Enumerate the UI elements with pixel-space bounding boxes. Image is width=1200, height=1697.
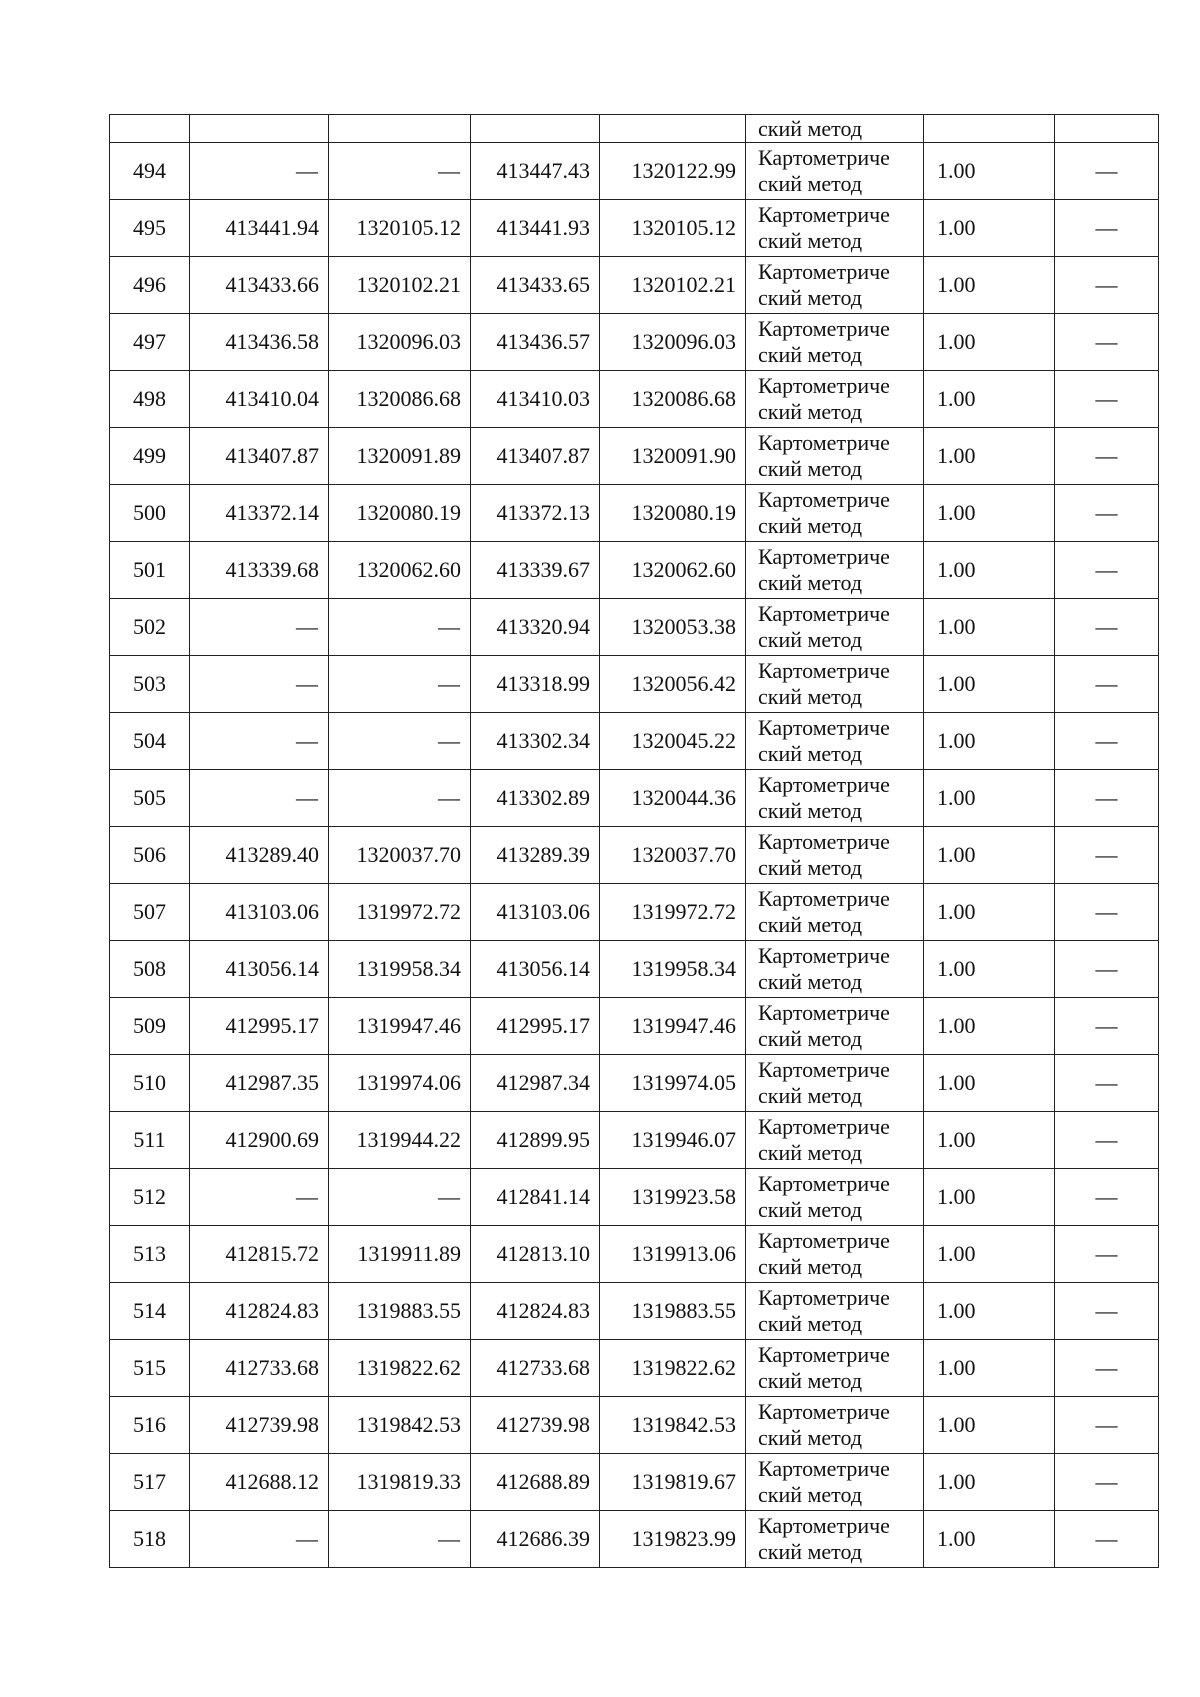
method-line-2: ский метод — [758, 912, 863, 937]
cell-x-refined: 413436.57 — [471, 314, 600, 371]
method-line-2: ский метод — [758, 399, 863, 424]
method-line-2: ский метод — [758, 1368, 863, 1393]
cell-empty — [110, 115, 190, 143]
cell-y-existing: 1319822.62 — [329, 1340, 471, 1397]
cell-point-number: 508 — [110, 941, 190, 998]
cell-x-refined: 412733.68 — [471, 1340, 600, 1397]
cell-accuracy: 1.00 — [924, 827, 1055, 884]
cell-y-existing: 1320037.70 — [329, 827, 471, 884]
cell-x-refined: 412686.39 — [471, 1511, 600, 1568]
cell-x-refined: 412813.10 — [471, 1226, 600, 1283]
table-row — [110, 656, 1159, 713]
method-line-2: ский метод — [758, 285, 863, 310]
cell-method — [746, 884, 924, 941]
cell-accuracy: 1.00 — [924, 599, 1055, 656]
method-line-1: Картометриче — [758, 943, 890, 968]
cell-method — [746, 1397, 924, 1454]
cell-x-existing: 413433.66 — [190, 257, 329, 314]
method-line-1: Картометриче — [758, 202, 890, 227]
cell-x-refined: 413302.34 — [471, 713, 600, 770]
cell-description: — — [1055, 884, 1159, 941]
cell-y-existing: 1320080.19 — [329, 485, 471, 542]
cell-x-existing: — — [190, 143, 329, 200]
cell-y-existing: 1320102.21 — [329, 257, 471, 314]
method-line-1: Картометриче — [758, 1114, 890, 1139]
cell-x-existing: 412995.17 — [190, 998, 329, 1055]
cell-y-refined: 1319923.58 — [600, 1169, 746, 1226]
cell-method — [746, 428, 924, 485]
table-row — [110, 884, 1159, 941]
cell-y-refined: 1319946.07 — [600, 1112, 746, 1169]
cell-method — [746, 1454, 924, 1511]
method-line-2: ский метод — [758, 513, 863, 538]
cell-description: — — [1055, 257, 1159, 314]
method-line-2: ский метод — [758, 1425, 863, 1450]
table-row — [110, 1112, 1159, 1169]
cell-y-existing: 1320086.68 — [329, 371, 471, 428]
cell-method — [746, 1112, 924, 1169]
cell-empty — [329, 115, 471, 143]
cell-description: — — [1055, 713, 1159, 770]
cell-y-refined: 1319958.34 — [600, 941, 746, 998]
cell-x-refined: 413447.43 — [471, 143, 600, 200]
cell-method — [746, 998, 924, 1055]
cell-y-existing: 1319911.89 — [329, 1226, 471, 1283]
method-line-1: Картометриче — [758, 829, 890, 854]
method-line-2: ский метод — [758, 1254, 863, 1279]
table-row — [110, 713, 1159, 770]
cell-x-refined: 413103.06 — [471, 884, 600, 941]
cell-accuracy: 1.00 — [924, 998, 1055, 1055]
cell-description: — — [1055, 1511, 1159, 1568]
cell-method — [746, 1511, 924, 1568]
cell-point-number: 504 — [110, 713, 190, 770]
table-row — [110, 257, 1159, 314]
cell-description: — — [1055, 1454, 1159, 1511]
cell-accuracy: 1.00 — [924, 1226, 1055, 1283]
cell-empty — [1055, 115, 1159, 143]
cell-accuracy: 1.00 — [924, 1283, 1055, 1340]
cell-accuracy: 1.00 — [924, 371, 1055, 428]
table-row — [110, 1340, 1159, 1397]
cell-x-existing: 413372.14 — [190, 485, 329, 542]
cell-accuracy: 1.00 — [924, 770, 1055, 827]
table-row — [110, 1397, 1159, 1454]
cell-point-number: 518 — [110, 1511, 190, 1568]
method-line-1: Картометриче — [758, 487, 890, 512]
method-line-2: ский метод — [758, 855, 863, 880]
cell-y-refined: 1320102.21 — [600, 257, 746, 314]
method-line-1: Картометриче — [758, 772, 890, 797]
cell-method — [746, 599, 924, 656]
continuation-row — [110, 115, 1159, 143]
cell-description: — — [1055, 314, 1159, 371]
cell-method-continued — [746, 115, 924, 143]
cell-y-refined: 1320091.90 — [600, 428, 746, 485]
table-body — [110, 115, 1159, 1568]
method-line-2: ский метод — [758, 684, 863, 709]
cell-description: — — [1055, 428, 1159, 485]
cell-accuracy: 1.00 — [924, 200, 1055, 257]
method-line-1: Картометриче — [758, 430, 890, 455]
cell-y-existing: 1319883.55 — [329, 1283, 471, 1340]
cell-description: — — [1055, 827, 1159, 884]
cell-x-existing: — — [190, 713, 329, 770]
cell-y-existing: 1319819.33 — [329, 1454, 471, 1511]
cell-accuracy: 1.00 — [924, 656, 1055, 713]
cell-method — [746, 1169, 924, 1226]
cell-point-number: 507 — [110, 884, 190, 941]
method-line-1: Картометриче — [758, 259, 890, 284]
cell-x-existing: — — [190, 770, 329, 827]
cell-point-number: 509 — [110, 998, 190, 1055]
cell-x-refined: 413056.14 — [471, 941, 600, 998]
cell-y-existing: 1320062.60 — [329, 542, 471, 599]
cell-point-number: 495 — [110, 200, 190, 257]
cell-y-existing: 1320091.89 — [329, 428, 471, 485]
cell-accuracy: 1.00 — [924, 941, 1055, 998]
method-line-1: Картометриче — [758, 1513, 890, 1538]
method-line-2: ский метод — [758, 171, 863, 196]
cell-point-number: 516 — [110, 1397, 190, 1454]
table-row — [110, 428, 1159, 485]
cell-method — [746, 314, 924, 371]
cell-description: — — [1055, 1340, 1159, 1397]
cell-x-refined: 412899.95 — [471, 1112, 600, 1169]
cell-x-existing: 413103.06 — [190, 884, 329, 941]
cell-y-refined: 1319883.55 — [600, 1283, 746, 1340]
cell-y-refined: 1320096.03 — [600, 314, 746, 371]
table-row — [110, 827, 1159, 884]
table-row — [110, 371, 1159, 428]
cell-y-existing: 1319958.34 — [329, 941, 471, 998]
cell-x-existing: — — [190, 1169, 329, 1226]
cell-description: — — [1055, 1226, 1159, 1283]
cell-x-refined: 413410.03 — [471, 371, 600, 428]
method-line-1: Картометриче — [758, 1171, 890, 1196]
cell-point-number: 517 — [110, 1454, 190, 1511]
cell-method — [746, 257, 924, 314]
cell-x-existing: — — [190, 599, 329, 656]
cell-x-existing: 413410.04 — [190, 371, 329, 428]
cell-point-number: 499 — [110, 428, 190, 485]
cell-y-existing: 1319842.53 — [329, 1397, 471, 1454]
method-line-2: ский метод — [758, 228, 863, 253]
method-line-2: ский метод — [758, 1539, 863, 1564]
cell-empty — [190, 115, 329, 143]
cell-x-existing: 412900.69 — [190, 1112, 329, 1169]
cell-description: — — [1055, 485, 1159, 542]
table-row — [110, 1226, 1159, 1283]
cell-x-refined: 413441.93 — [471, 200, 600, 257]
method-line-2: ский метод — [758, 456, 863, 481]
cell-x-refined: 413433.65 — [471, 257, 600, 314]
method-line-1: Картометриче — [758, 1342, 890, 1367]
cell-y-existing: — — [329, 656, 471, 713]
cell-y-existing: 1319972.72 — [329, 884, 471, 941]
cell-y-existing: 1319947.46 — [329, 998, 471, 1055]
cell-y-refined: 1320080.19 — [600, 485, 746, 542]
cell-accuracy: 1.00 — [924, 1454, 1055, 1511]
method-line-1: Картометриче — [758, 544, 890, 569]
cell-method — [746, 770, 924, 827]
cell-method — [746, 371, 924, 428]
cell-point-number: 503 — [110, 656, 190, 713]
cell-x-refined: 412841.14 — [471, 1169, 600, 1226]
cell-point-number: 506 — [110, 827, 190, 884]
cell-y-refined: 1319842.53 — [600, 1397, 746, 1454]
table-row — [110, 200, 1159, 257]
method-line-2: ский метод — [758, 570, 863, 595]
method-line-1: Картометриче — [758, 601, 890, 626]
cell-x-existing: 413289.40 — [190, 827, 329, 884]
cell-y-existing: — — [329, 599, 471, 656]
cell-x-existing: 412733.68 — [190, 1340, 329, 1397]
cell-y-refined: 1319823.99 — [600, 1511, 746, 1568]
cell-y-refined: 1319819.67 — [600, 1454, 746, 1511]
cell-x-existing: 413407.87 — [190, 428, 329, 485]
cell-method — [746, 827, 924, 884]
cell-x-refined: 412824.83 — [471, 1283, 600, 1340]
cell-y-existing: 1319974.06 — [329, 1055, 471, 1112]
method-line-2: ский метод — [758, 627, 863, 652]
method-line-1: Картометриче — [758, 715, 890, 740]
method-line-2: ский метод — [758, 1197, 863, 1222]
cell-x-existing: 412815.72 — [190, 1226, 329, 1283]
cell-point-number: 515 — [110, 1340, 190, 1397]
cell-y-refined: 1320122.99 — [600, 143, 746, 200]
method-line-1: Картометриче — [758, 1399, 890, 1424]
method-line-1: Картометриче — [758, 316, 890, 341]
method-line-1: Картометриче — [758, 1000, 890, 1025]
cell-x-refined: 412739.98 — [471, 1397, 600, 1454]
cell-x-refined: 413407.87 — [471, 428, 600, 485]
method-line-2: ский метод — [758, 1140, 863, 1165]
cell-point-number: 505 — [110, 770, 190, 827]
cell-accuracy: 1.00 — [924, 143, 1055, 200]
cell-y-existing: — — [329, 770, 471, 827]
cell-y-existing: 1320096.03 — [329, 314, 471, 371]
cell-y-existing: — — [329, 1169, 471, 1226]
cell-y-existing: 1319944.22 — [329, 1112, 471, 1169]
cell-description: — — [1055, 542, 1159, 599]
cell-method — [746, 713, 924, 770]
table-row — [110, 1055, 1159, 1112]
method-line-1: Картометриче — [758, 1456, 890, 1481]
cell-method — [746, 542, 924, 599]
table-row — [110, 1169, 1159, 1226]
coordinates-table — [109, 114, 1159, 1568]
table-row — [110, 1283, 1159, 1340]
cell-point-number: 502 — [110, 599, 190, 656]
cell-accuracy: 1.00 — [924, 1112, 1055, 1169]
cell-y-refined: 1320062.60 — [600, 542, 746, 599]
cell-y-refined: 1319822.62 — [600, 1340, 746, 1397]
cell-y-refined: 1319913.06 — [600, 1226, 746, 1283]
cell-point-number: 498 — [110, 371, 190, 428]
cell-y-refined: 1320045.22 — [600, 713, 746, 770]
table-row — [110, 1454, 1159, 1511]
cell-y-refined: 1320037.70 — [600, 827, 746, 884]
cell-point-number: 510 — [110, 1055, 190, 1112]
cell-description: — — [1055, 941, 1159, 998]
table-row — [110, 542, 1159, 599]
table-row — [110, 485, 1159, 542]
cell-accuracy: 1.00 — [924, 485, 1055, 542]
cell-point-number: 494 — [110, 143, 190, 200]
cell-x-refined: 413302.89 — [471, 770, 600, 827]
cell-accuracy: 1.00 — [924, 314, 1055, 371]
cell-x-existing: 413056.14 — [190, 941, 329, 998]
cell-x-existing: 412987.35 — [190, 1055, 329, 1112]
cell-description: — — [1055, 1055, 1159, 1112]
table-row — [110, 143, 1159, 200]
cell-description: — — [1055, 1112, 1159, 1169]
cell-point-number: 512 — [110, 1169, 190, 1226]
method-line-1: Картометриче — [758, 145, 890, 170]
table-row — [110, 770, 1159, 827]
cell-x-existing: 413339.68 — [190, 542, 329, 599]
cell-description: — — [1055, 143, 1159, 200]
cell-accuracy: 1.00 — [924, 428, 1055, 485]
cell-x-refined: 413339.67 — [471, 542, 600, 599]
cell-y-existing: — — [329, 713, 471, 770]
cell-empty — [924, 115, 1055, 143]
cell-method — [746, 1283, 924, 1340]
cell-method — [746, 1340, 924, 1397]
cell-y-existing: 1320105.12 — [329, 200, 471, 257]
cell-description: — — [1055, 656, 1159, 713]
cell-y-refined: 1319947.46 — [600, 998, 746, 1055]
cell-y-refined: 1320053.38 — [600, 599, 746, 656]
method-line-2: ский метод — [758, 342, 863, 367]
cell-x-existing: 413436.58 — [190, 314, 329, 371]
cell-description: — — [1055, 998, 1159, 1055]
method-line-2: ский метод — [758, 741, 863, 766]
cell-description: — — [1055, 770, 1159, 827]
cell-x-existing: 412824.83 — [190, 1283, 329, 1340]
cell-x-existing: — — [190, 1511, 329, 1568]
cell-point-number: 514 — [110, 1283, 190, 1340]
cell-point-number: 500 — [110, 485, 190, 542]
method-line-1: Картометриче — [758, 1057, 890, 1082]
method-line-2: ский метод — [758, 798, 863, 823]
table-row — [110, 941, 1159, 998]
table-row — [110, 314, 1159, 371]
cell-point-number: 496 — [110, 257, 190, 314]
cell-y-existing: — — [329, 143, 471, 200]
cell-point-number: 501 — [110, 542, 190, 599]
cell-y-refined: 1320056.42 — [600, 656, 746, 713]
method-line-2: ский метод — [758, 1482, 863, 1507]
cell-accuracy: 1.00 — [924, 1511, 1055, 1568]
cell-x-refined: 412995.17 — [471, 998, 600, 1055]
cell-x-refined: 413372.13 — [471, 485, 600, 542]
cell-method — [746, 200, 924, 257]
cell-point-number: 497 — [110, 314, 190, 371]
cell-accuracy: 1.00 — [924, 884, 1055, 941]
cell-method — [746, 1226, 924, 1283]
table-row — [110, 998, 1159, 1055]
cell-x-existing: — — [190, 656, 329, 713]
cell-empty — [600, 115, 746, 143]
cell-y-refined: 1320086.68 — [600, 371, 746, 428]
cell-description: — — [1055, 599, 1159, 656]
cell-accuracy: 1.00 — [924, 713, 1055, 770]
method-line-1: Картометриче — [758, 886, 890, 911]
cell-accuracy: 1.00 — [924, 257, 1055, 314]
method-line-1: Картометриче — [758, 1228, 890, 1253]
cell-x-refined: 412688.89 — [471, 1454, 600, 1511]
cell-x-refined: 413318.99 — [471, 656, 600, 713]
method-line-2: ский метод — [758, 1311, 863, 1336]
cell-y-refined: 1319972.72 — [600, 884, 746, 941]
cell-accuracy: 1.00 — [924, 542, 1055, 599]
method-line-2: ский метод — [758, 1026, 863, 1051]
method-line-2: ский метод — [758, 969, 863, 994]
table-row — [110, 599, 1159, 656]
cell-accuracy: 1.00 — [924, 1397, 1055, 1454]
cell-method — [746, 143, 924, 200]
cell-method — [746, 1055, 924, 1112]
cell-empty — [471, 115, 600, 143]
cell-x-existing: 412688.12 — [190, 1454, 329, 1511]
cell-description: — — [1055, 1283, 1159, 1340]
cell-x-refined: 413320.94 — [471, 599, 600, 656]
cell-x-refined: 412987.34 — [471, 1055, 600, 1112]
cell-point-number: 513 — [110, 1226, 190, 1283]
method-line-1: Картометриче — [758, 373, 890, 398]
cell-method — [746, 941, 924, 998]
cell-y-existing: — — [329, 1511, 471, 1568]
cell-method — [746, 485, 924, 542]
cell-method — [746, 656, 924, 713]
cell-x-refined: 413289.39 — [471, 827, 600, 884]
cell-x-existing: 413441.94 — [190, 200, 329, 257]
cell-description: — — [1055, 1169, 1159, 1226]
cell-y-refined: 1320044.36 — [600, 770, 746, 827]
method-line-1: Картометриче — [758, 1285, 890, 1310]
cell-description: — — [1055, 200, 1159, 257]
cell-point-number: 511 — [110, 1112, 190, 1169]
table-row — [110, 1511, 1159, 1568]
cell-y-refined: 1320105.12 — [600, 200, 746, 257]
cell-accuracy: 1.00 — [924, 1340, 1055, 1397]
cell-description: — — [1055, 371, 1159, 428]
cell-description: — — [1055, 1397, 1159, 1454]
cell-accuracy: 1.00 — [924, 1055, 1055, 1112]
cell-y-refined: 1319974.05 — [600, 1055, 746, 1112]
cell-x-existing: 412739.98 — [190, 1397, 329, 1454]
method-line-2: ский метод — [758, 1083, 863, 1108]
method-tail-text: ский метод — [758, 115, 863, 141]
method-line-1: Картометриче — [758, 658, 890, 683]
cell-accuracy: 1.00 — [924, 1169, 1055, 1226]
